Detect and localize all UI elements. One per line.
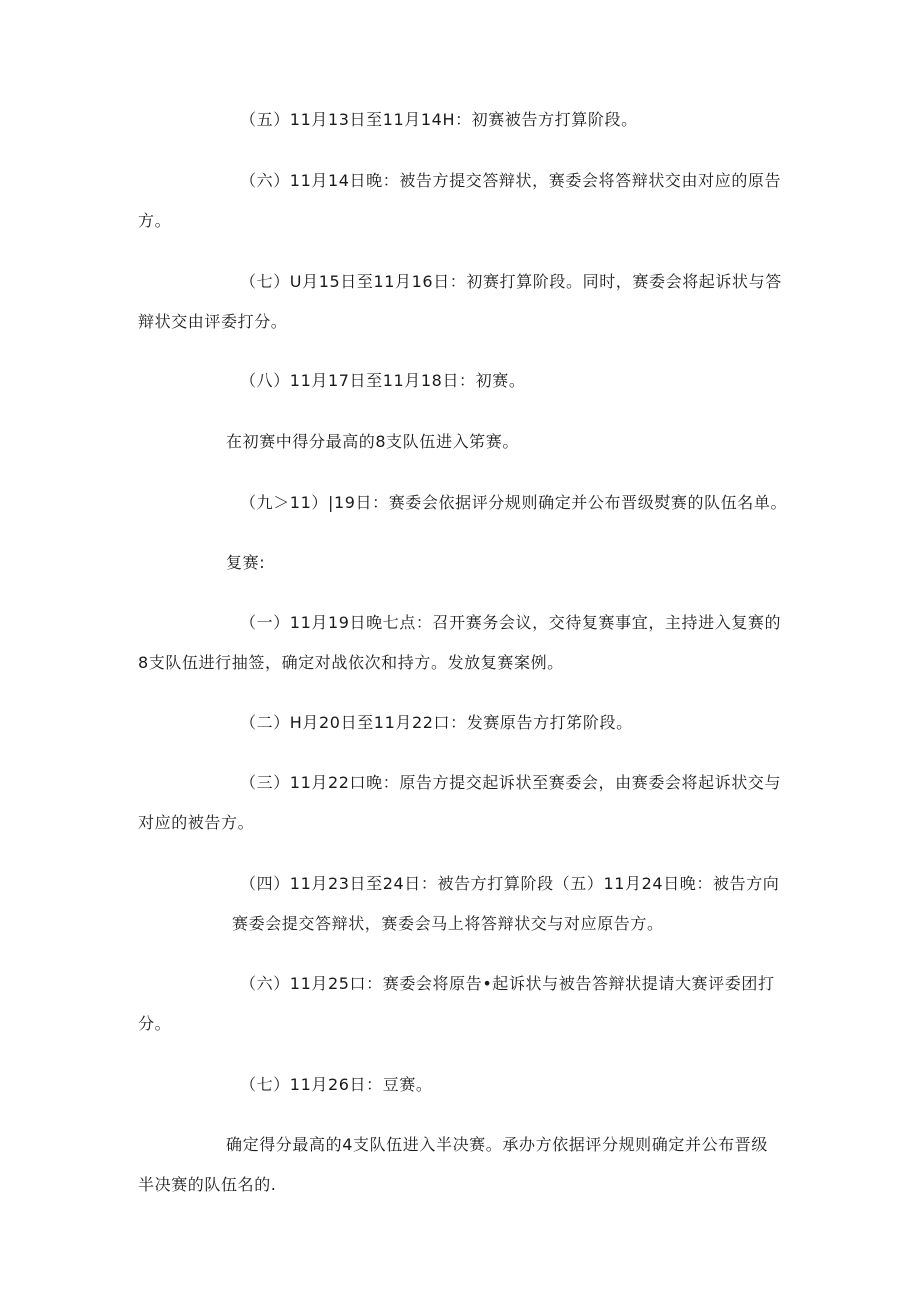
schedule-item-rematch-1-cont: 8支队伍进行抽签，确定对战依次和持方。发放复赛案例。	[138, 653, 564, 672]
schedule-item-prelim-5: （五）11月13日至11月14H：初赛被告方打算阶段。	[240, 110, 638, 129]
schedule-item-rematch-2: （二）H月20日至11月22口：发赛原告方打笫阶段。	[240, 713, 633, 732]
schedule-item-rematch-4-cont: 赛委会提交答辩状，赛委会马上将答辩状交与对应原告方。	[232, 914, 664, 933]
schedule-item-prelim-9: （九＞11）|19日：赛委会依据评分规则确定并公布晋级熨赛的队伍名单。	[240, 493, 788, 512]
schedule-item-prelim-7: （七）U月15日至11月16日：初赛打算阶段。同时，赛委会将起诉状与答	[240, 272, 782, 291]
semifinal-advance-note: 确定得分最高的4支队伍进入半决赛。承办方依据评分规则确定并公布晋级	[226, 1135, 768, 1154]
schedule-item-rematch-1: （一）11月19日晚七点：召开赛务会议，交待复赛事宜，主持进入复赛的	[240, 613, 782, 632]
schedule-item-prelim-6-cont: 方。	[138, 211, 172, 230]
schedule-item-rematch-6: （六）11月25口：赛委会将原告•起诉状与被告答辩状提请大赛评委团打	[240, 974, 775, 993]
schedule-item-rematch-4: （四）11月23日至24日：被告方打算阶段（五）11月24日晚：被告方向	[240, 874, 780, 893]
schedule-item-rematch-3-cont: 对应的被告方。	[138, 813, 255, 832]
schedule-item-prelim-7-cont: 辩状交由评委打分。	[138, 312, 288, 331]
schedule-item-rematch-6-cont: 分。	[138, 1014, 172, 1033]
schedule-item-prelim-8: （八）11月17日至11月18日：初赛。	[240, 371, 526, 390]
section-heading-rematch: 复赛:	[226, 553, 266, 572]
schedule-item-rematch-7: （七）11月26日：豆赛。	[240, 1075, 433, 1094]
schedule-item-prelim-6: （六）11月14日晚：被告方提交答辩状，赛委会将答辩状交由对应的原告	[240, 171, 782, 190]
semifinal-advance-note-cont: 半决赛的队伍名的.	[138, 1175, 277, 1194]
prelim-advance-note: 在初赛中得分最高的8支队伍进入笫赛。	[226, 432, 519, 451]
schedule-item-rematch-3: （三）11月22口晚：原告方提交起诉状至赛委会，由赛委会将起诉状交与	[240, 773, 782, 792]
